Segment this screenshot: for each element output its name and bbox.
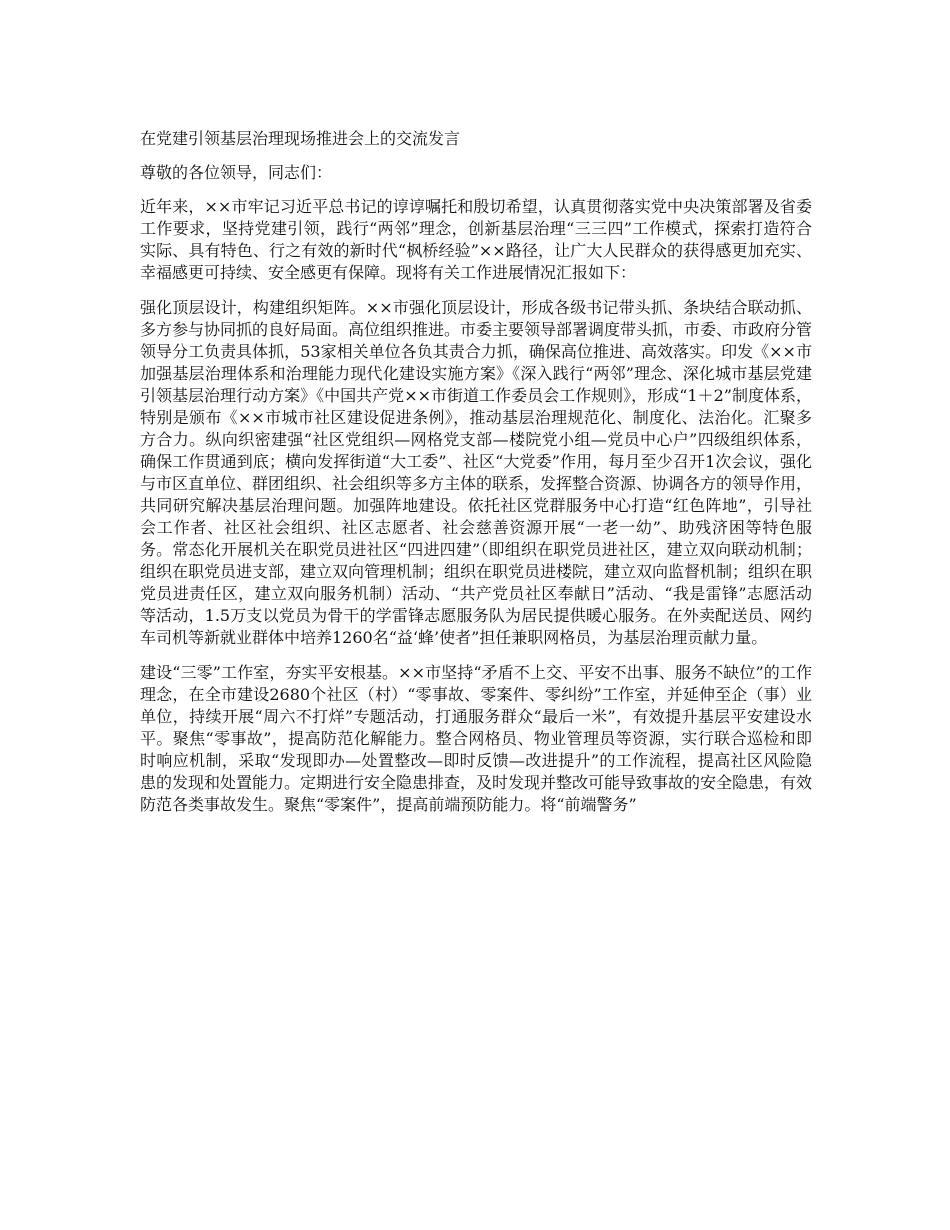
- paragraph-organization: 强化顶层设计，构建组织矩阵。××市强化顶层设计，形成各级书记带头抓、条块结合联动抓、多方参与协同抓的良好局面。高位组织推进。市委主要领导部署调度带头抓，市委、市政府分管领导分工负责具体抓，53家相关单位各负其责合力抓，确保高位推进、高效落实。印发《××市加强基层治理体系和治理能力现代化建设实施方案》《深入践行“两邻”理念、深化城市基层党建引领基层治理行动方案》《中国共产党××市街道工作委员会工作规则》，形成“1＋2”制度体系，特别是颁布《××市城市社区建设促进条例》，推动基层治理规范化、制度化、法治化。汇聚多方合力。纵向织密建强“社区党组织—网格党支部—楼院党小组—党员中心户”四级组织体系，确保工作贯通到底；横向发挥街道“大工委”、社区“大党委”作用，每月至少召开1次会议，强化与市区直单位、群团组织、社会组织等多方主体的联系，发挥整合资源、协调各方的领导作用，共同研究解决基层治理问题。加强阵地建设。依托社区党群服务中心打造“红色阵地”，引导社会工作者、社区社会组织、社区志愿者、社会慈善资源开展“一老一幼”、助残济困等特色服务。常态化开展机关在职党员进社区“四进四建”（即组织在职党员进社区，建立双向联动机制；组织在职党员进支部，建立双向管理机制；组织在职党员进楼院，建立双向监督机制；组织在职党员进责任区，建立双向服务机制）活动、“共产党员社区奉献日”活动、“我是雷锋”志愿活动等活动，1.5万支以党员为骨干的学雷锋志愿服务队为居民提供暖心服务。在外卖配送员、网约车司机等新就业群体中培养1260名“益‘蜂’使者”担任兼职网格员，为基层治理贡献力量。: [140, 298, 813, 647]
- document-title: 在党建引领基层治理现场推进会上的交流发言: [140, 129, 461, 148]
- document-page: [140, 128, 812, 829]
- paragraph-intro: 近年来，××市牢记习近平总书记的谆谆嘱托和殷切希望，认真贯彻落实党中央决策部署及省委工作要求，坚持党建引领，践行“两邻”理念，创新基层治理“三三四”工作模式，探索打造符合实际、具有特色、行之有效的新时代“枫桥经验”××路径，让广大人民群众的获得感更加充实、幸福感更可持续、安全感更有保障。现将有关工作进展情况汇报如下：: [140, 197, 812, 282]
- paragraph-safety: 建设“三零”工作室，夯实平安根基。××市坚持“矛盾不上交、平安不出事、服务不缺位”的工作理念，在全市建设2680个社区（村）“零事故、零案件、零纠纷”工作室，并延伸至企（事）业单位，持续开展“周六不打烊”专题活动，打通服务群众“最后一米”，有效提升基层平安建设水平。聚焦“零事故”，提高防范化解能力。整合网格员、物业管理员等资源，实行联合巡检和即时响应机制，采取“发现即办—处置整改—即时反馈—改进提升”的工作流程，提高社区风险隐患的发现和处置能力。定期进行安全隐患排查，及时发现并整改可能导致事故的安全隐患，有效防范各类事故发生。聚焦“零案件”，提高前端预防能力。将“前端警务”: [140, 663, 813, 814]
- salutation: 尊敬的各位领导，同志们：: [140, 163, 333, 182]
